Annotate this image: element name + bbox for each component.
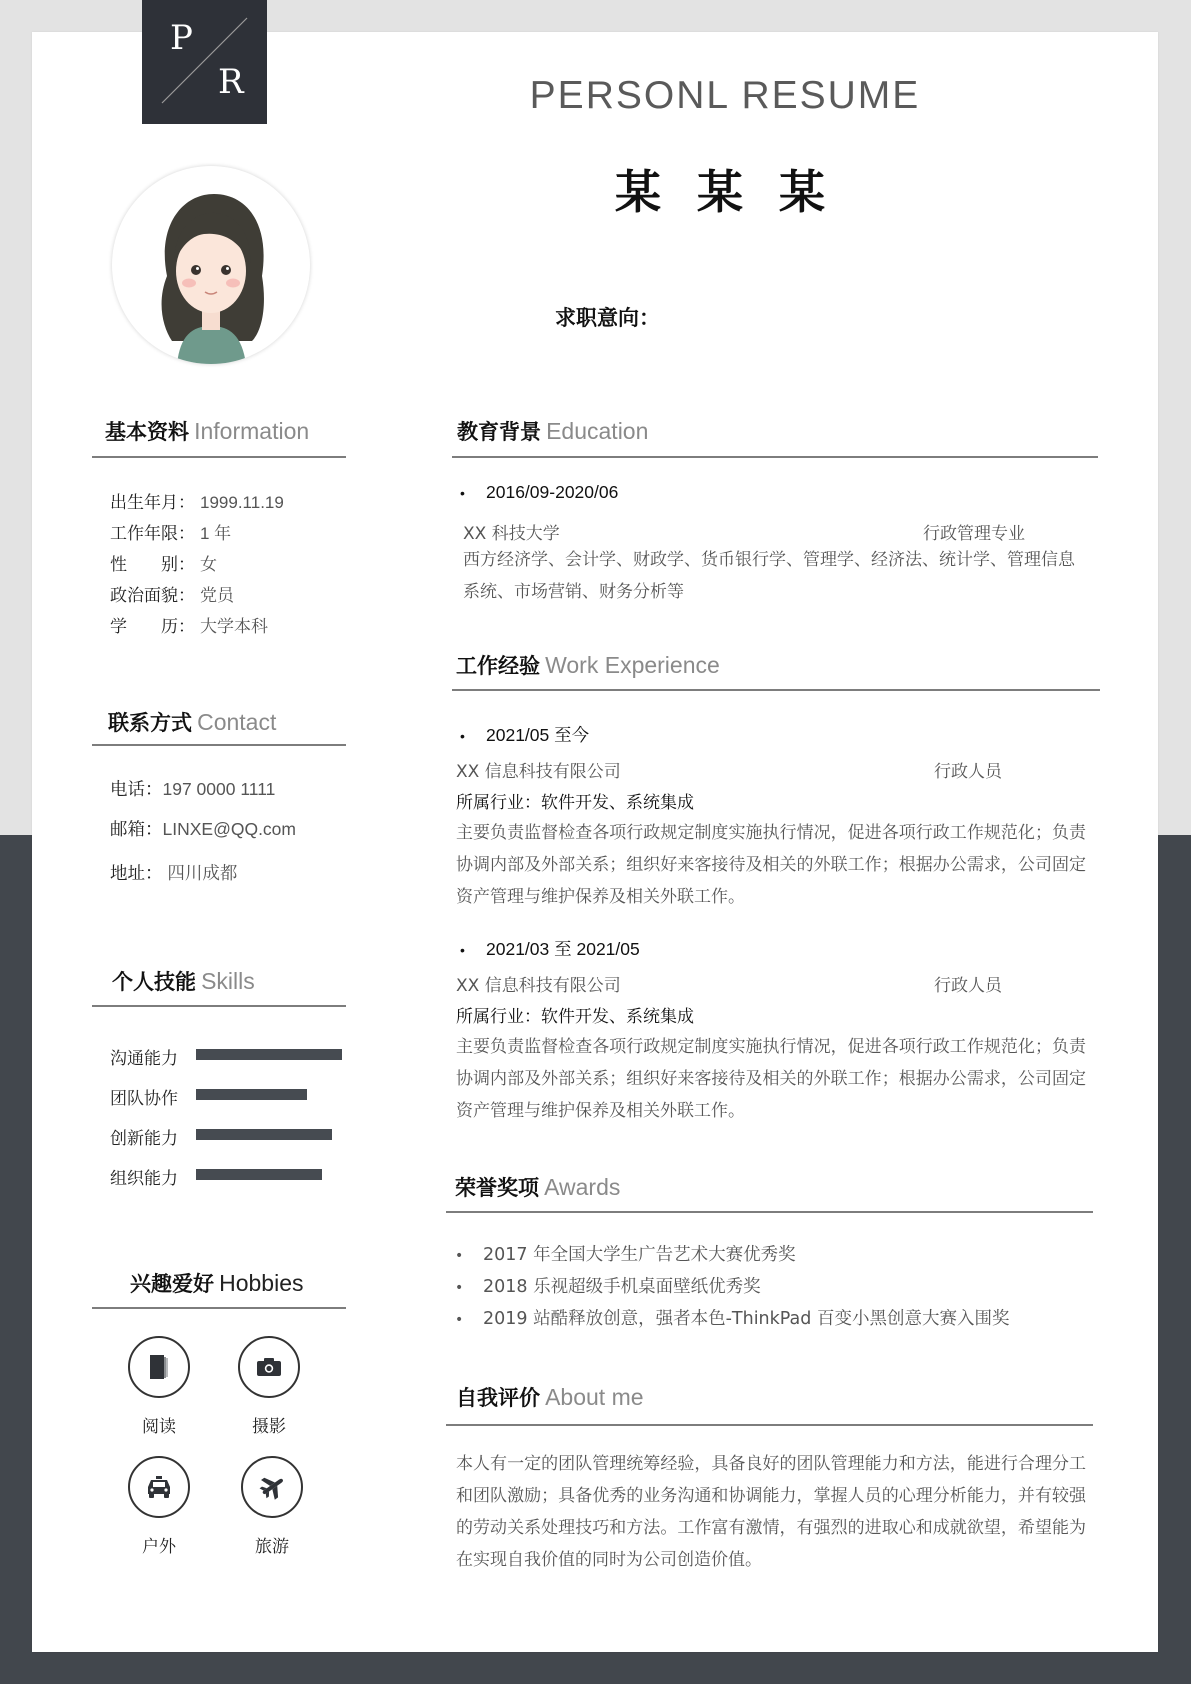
job-intent-label: 求职意向： — [555, 306, 660, 330]
info-value: 党员 — [200, 586, 234, 605]
period-text: 2021/03 至 2021/05 — [486, 939, 640, 959]
experience-heading — [456, 650, 720, 680]
info-label: 性 别： — [110, 555, 195, 575]
hobbies-heading-cn: 兴趣爱好 — [130, 1272, 214, 1296]
phone-value: 197 0000 1111 — [162, 779, 276, 799]
skill-bar-innovation — [196, 1129, 332, 1140]
skills-divider — [92, 1005, 346, 1007]
information-heading — [105, 416, 309, 446]
hobbies-heading-en: Hobbies — [219, 1270, 304, 1296]
award-item — [455, 1273, 761, 1298]
hobby-label: 摄影 — [252, 1417, 286, 1437]
hobby-outdoor — [127, 1456, 191, 1557]
job-position: 行政人员 — [934, 762, 1002, 782]
bullet: • — [455, 1312, 464, 1328]
bullet: • — [455, 1280, 464, 1296]
hobbies-divider — [92, 1307, 346, 1309]
skill-label: 沟通能力 — [110, 1049, 178, 1069]
skill-row — [110, 1044, 178, 1069]
awards-heading-cn: 荣誉奖项 — [455, 1176, 539, 1200]
information-heading-en: Information — [194, 418, 310, 444]
experience-heading-en: Work Experience — [545, 652, 720, 678]
info-value: 1999.11.19 — [200, 493, 284, 512]
info-label: 学 历： — [110, 617, 195, 637]
contact-email — [110, 816, 296, 841]
info-row-birth — [110, 488, 284, 513]
skill-bar-communication — [196, 1049, 342, 1060]
info-row-education-level — [110, 612, 268, 637]
contact-label: 邮箱： — [110, 820, 163, 840]
info-row-gender — [110, 550, 217, 575]
contact-heading-en: Contact — [197, 709, 277, 735]
info-label: 工作年限： — [110, 524, 195, 544]
hobby-icon-circle — [128, 1456, 190, 1518]
education-period — [460, 482, 618, 503]
period-text: 2021/05 至今 — [486, 725, 590, 745]
award-item — [455, 1305, 1009, 1330]
car-icon — [146, 1475, 172, 1499]
skill-label: 创新能力 — [110, 1129, 178, 1149]
award-item — [455, 1241, 796, 1266]
logo-divider-line — [142, 0, 267, 124]
job-company: XX 信息科技有限公司 — [456, 976, 621, 996]
about-heading-cn: 自我评价 — [456, 1386, 540, 1410]
hobby-travel — [240, 1456, 304, 1557]
info-row-experience-years — [110, 519, 231, 544]
info-label: 出生年月： — [110, 493, 195, 513]
awards-heading — [455, 1172, 620, 1202]
contact-heading-cn: 联系方式 — [108, 711, 192, 735]
info-value: 1 年 — [200, 524, 232, 543]
information-heading-cn: 基本资料 — [105, 420, 189, 444]
book-icon — [147, 1353, 171, 1381]
contact-address — [110, 860, 237, 885]
bullet: • — [460, 942, 465, 958]
skills-heading-en: Skills — [201, 968, 255, 994]
info-value: 大学本科 — [200, 617, 268, 636]
hobby-label: 户外 — [142, 1537, 176, 1557]
job-industry: 所属行业：软件开发、系统集成 — [456, 793, 694, 813]
avatar — [112, 166, 310, 364]
education-heading — [457, 416, 648, 446]
skills-heading-cn: 个人技能 — [112, 970, 196, 994]
bullet: • — [455, 1248, 464, 1264]
cartoon-girl-avatar-icon — [112, 166, 310, 364]
skill-row — [110, 1164, 178, 1189]
skill-bar-teamwork — [196, 1089, 307, 1100]
job-period — [460, 936, 640, 961]
camera-icon — [256, 1357, 282, 1377]
awards-heading-en: Awards — [544, 1174, 621, 1200]
information-divider — [92, 456, 346, 458]
experience-heading-cn: 工作经验 — [456, 654, 540, 678]
awards-divider — [446, 1211, 1093, 1213]
contact-divider — [92, 744, 346, 746]
hobby-label: 阅读 — [142, 1417, 176, 1437]
school-name: XX 科技大学 — [463, 524, 560, 544]
hobby-label: 旅游 — [255, 1537, 289, 1557]
contact-phone — [110, 776, 275, 801]
education-courses: 西方经济学、会计学、财政学、货币银行学、管理学、经济法、统计学、管理信息系统、市场营销、财务分析等 — [463, 550, 1075, 602]
award-text: 2018 乐视超级手机桌面壁纸优秀奖 — [483, 1277, 761, 1297]
skill-label: 团队协作 — [110, 1089, 178, 1109]
job-industry: 所属行业：软件开发、系统集成 — [456, 1007, 694, 1027]
education-divider — [452, 456, 1098, 458]
hobby-photography — [237, 1336, 301, 1437]
about-heading — [456, 1382, 644, 1412]
airplane-icon — [258, 1473, 286, 1501]
about-divider — [446, 1424, 1093, 1426]
skill-bar-organization — [196, 1169, 322, 1180]
email-value: LINXE@QQ.com — [162, 819, 296, 839]
info-row-political-status — [110, 581, 234, 606]
about-text: 本人有一定的团队管理统筹经验，具备良好的团队管理能力和方法，能进行合理分工和团队激励；具备优秀的业务沟通和协调能力，掌握人员的心理分析能力，并有较强的劳动关系处理技巧和方法。工作富有激情，有强烈的进取心和成就欲望，希望能为在实现自我价值的同时为公司创造价值。 — [456, 1454, 1086, 1570]
education-heading-cn: 教育背景 — [457, 420, 541, 444]
skill-row — [110, 1124, 178, 1149]
major-name: 行政管理专业 — [923, 524, 1025, 544]
job-description: 主要负责监督检查各项行政规定制度实施执行情况，促进各项行政工作规范化；负责协调内部及外部关系；组织好来客接待及相关的外联工作；根据办公需求，公司固定资产管理与维护保养及相关外联工作。 — [456, 823, 1086, 907]
award-text: 2019 站酷释放创意，强者本色-ThinkPad 百变小黑创意大赛入围奖 — [483, 1309, 1010, 1329]
award-text: 2017 年全国大学生广告艺术大赛优秀奖 — [483, 1245, 796, 1265]
info-label: 政治面貌： — [110, 586, 195, 606]
address-value: 四川成都 — [162, 863, 238, 883]
hobby-reading — [127, 1336, 191, 1437]
job-company: XX 信息科技有限公司 — [456, 762, 621, 782]
logo-letter-p: P — [170, 18, 193, 58]
contact-label: 地址： — [110, 864, 163, 884]
job-description: 主要负责监督检查各项行政规定制度实施执行情况，促进各项行政工作规范化；负责协调内部及外部关系；组织好来客接待及相关的外联工作；根据办公需求，公司固定资产管理与维护保养及相关外联工作。 — [456, 1037, 1086, 1121]
hobby-icon-circle — [128, 1336, 190, 1398]
about-heading-en: About me — [545, 1384, 644, 1410]
logo-letter-r: R — [218, 62, 244, 102]
candidate-name: 某 某 某 — [614, 165, 836, 219]
experience-divider — [452, 689, 1100, 691]
contact-label: 电话： — [110, 780, 163, 800]
bullet: • — [460, 728, 465, 744]
skill-row — [110, 1084, 178, 1109]
skills-heading — [112, 966, 255, 996]
hobbies-heading — [130, 1268, 303, 1298]
job-position: 行政人员 — [934, 976, 1002, 996]
education-heading-en: Education — [546, 418, 649, 444]
period-text: 2016/09-2020/06 — [486, 482, 619, 502]
job-period — [460, 722, 589, 747]
resume-title: PERSONL RESUME — [529, 74, 921, 117]
info-value: 女 — [200, 555, 217, 574]
skill-label: 组织能力 — [110, 1169, 178, 1189]
bullet: • — [460, 485, 465, 501]
hobby-icon-circle — [238, 1336, 300, 1398]
hobby-icon-circle — [241, 1456, 303, 1518]
pr-logo — [142, 0, 267, 124]
contact-heading — [108, 707, 276, 737]
